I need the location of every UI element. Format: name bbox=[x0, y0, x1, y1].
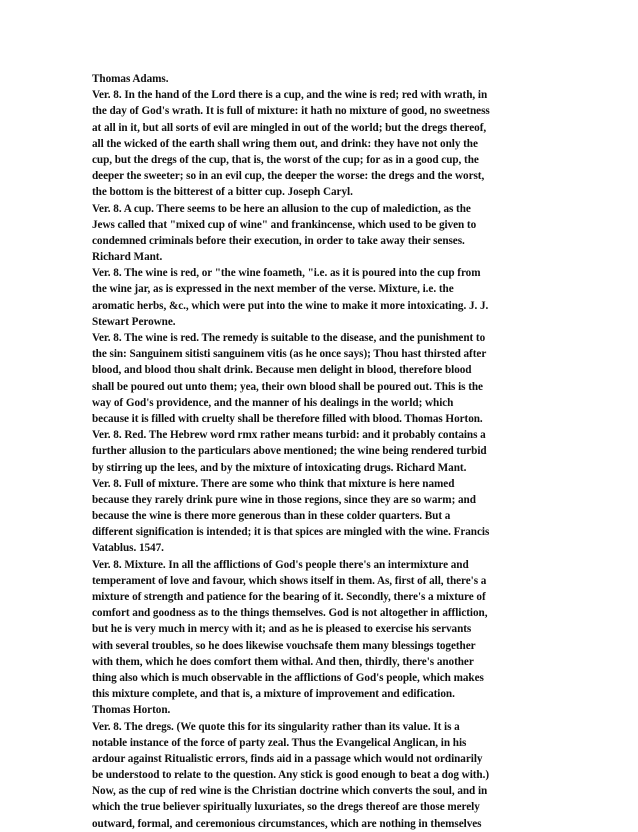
text-line: way of God's providence, and the manner of his dealings in the world; which bbox=[92, 396, 454, 409]
text-line: Vatablus. 1547. bbox=[92, 542, 164, 555]
text-line: the bottom is the bitterest of a bitter cup. Joseph Caryl. bbox=[92, 186, 353, 199]
text-line: Thomas Adams. bbox=[92, 73, 169, 85]
text-line: Ver. 8. Mixture. In all the afflictions of God's people there's an intermixture and bbox=[92, 558, 469, 571]
text-line: Ver. 8. A cup. There seems to be here an allusion to the cup of malediction, as the bbox=[92, 202, 471, 215]
text-line: because they rarely drink pure wine in those regions, since they are so warm; and bbox=[92, 493, 476, 506]
text-line: the sin: Sanguinem sitisti sanguinem vitis (as he once says); Thou hast thirsted after bbox=[92, 348, 487, 361]
text-line: outward, formal, and ceremonious circumstances, which are nothing in themselves bbox=[92, 817, 482, 830]
text-line: Now, as the cup of red wine is the Christian doctrine which converts the soul, and in bbox=[92, 785, 488, 798]
text-line: by stirring up the lees, and by the mixture of intoxicating drugs. Richard Mant. bbox=[92, 461, 467, 474]
text-line: but he is very much in mercy with it; and as he is pleased to exercise his servants bbox=[92, 623, 472, 636]
text-line: because the wine is there more generous than in these colder quarters. But a bbox=[92, 510, 451, 523]
text-line: Jews called that "mixed cup of wine" and frankincense, which used to be given to bbox=[92, 218, 477, 231]
text-line: notable instance of the force of party zeal. Thus the Evangelical Anglican, in his bbox=[92, 736, 467, 749]
text-line: comfort and goodness as to the things themselves. God is not altogether in affliction, bbox=[92, 607, 488, 620]
text-line: blood, and blood thou shalt drink. Because men delight in blood, therefore blood bbox=[92, 364, 472, 377]
text-line: thing also which is much observable in the afflictions of God's people, which makes bbox=[92, 671, 484, 684]
text-line: cup, but the dregs of the cup, that is, the worst of the cup; for as in a good cup, the bbox=[92, 153, 479, 166]
text-line: mixture of strength and patience for the bearing of it. Secondly, there's a mixture of bbox=[92, 591, 486, 603]
text-line: because it is filled with cruelty shall be therefore filled with blood. Thomas Horton. bbox=[92, 412, 483, 425]
document-page bbox=[92, 71, 552, 832]
text-line: aromatic herbs, &c., which were put into the wine to make it more intoxicating. J. J. bbox=[92, 299, 489, 312]
text-line: deeper the sweeter; so in an evil cup, the deeper the worse: the dregs and the worst, bbox=[92, 170, 485, 183]
text-line: this mixture complete, and that is, a mixture of improvement and edification. bbox=[92, 688, 455, 701]
text-line: Ver. 8. In the hand of the Lord there is a cup, and the wine is red; red with wrath, in bbox=[92, 89, 488, 102]
text-line: with them, which he does comfort them withal. And then, thirdly, there's another bbox=[92, 655, 474, 668]
text-line: ardour against Ritualistic errors, finds aid in a passage which would not ordinarily bbox=[92, 752, 483, 765]
text-line: temperament of love and favour, which shows itself in them. As, first of all, there's a bbox=[92, 574, 487, 587]
text-line: the day of God's wrath. It is full of mixture: it hath no mixture of good, no sweetness bbox=[92, 105, 490, 118]
text-line: Thomas Horton. bbox=[92, 704, 171, 717]
text-line: the wine jar, as is expressed in the next member of the verse. Mixture, i.e. the bbox=[92, 283, 454, 296]
text-line: Stewart Perowne. bbox=[92, 315, 176, 328]
text-line: condemned criminals before their execution, in order to take away their senses. bbox=[92, 234, 465, 247]
text-line: Ver. 8. The dregs. (We quote this for its singularity rather than its value. It is a bbox=[92, 720, 460, 733]
text-line: all the wicked of the earth shall wring them out, and drink: they have not only the bbox=[92, 137, 478, 150]
text-line: Ver. 8. Full of mixture. There are some who think that mixture is here named bbox=[92, 477, 455, 490]
text-line: further allusion to the particulars above mentioned; the wine being rendered turbid bbox=[92, 445, 487, 458]
text-line: Ver. 8. The wine is red. The remedy is suitable to the disease, and the punishment to bbox=[92, 332, 486, 344]
text-line: Ver. 8. The wine is red, or "the wine foameth, "i.e. as it is poured into the cup from bbox=[92, 267, 481, 280]
text-line: with several troubles, so he does likewise vouchsafe them many blessings together bbox=[92, 639, 476, 652]
text-line: different signification is intended; it is that spices are mingled with the wine. Francis bbox=[92, 526, 490, 539]
text-line: Richard Mant. bbox=[92, 251, 163, 264]
text-line: Ver. 8. Red. The Hebrew word rmx rather means turbid: and it probably contains a bbox=[92, 429, 486, 442]
text-line: which the true believer spiritually luxuriates, so the dregs thereof are those merely bbox=[92, 801, 480, 814]
text-line: be understood to relate to the question. Any stick is good enough to beat a dog with.) bbox=[92, 769, 490, 782]
text-line: shall be poured out unto them; yea, their own blood shall be poured out. This is the bbox=[92, 380, 483, 393]
text-line: at all in it, but all sorts of evil are mingled in out of the world; but the dregs thereof, bbox=[92, 121, 487, 134]
